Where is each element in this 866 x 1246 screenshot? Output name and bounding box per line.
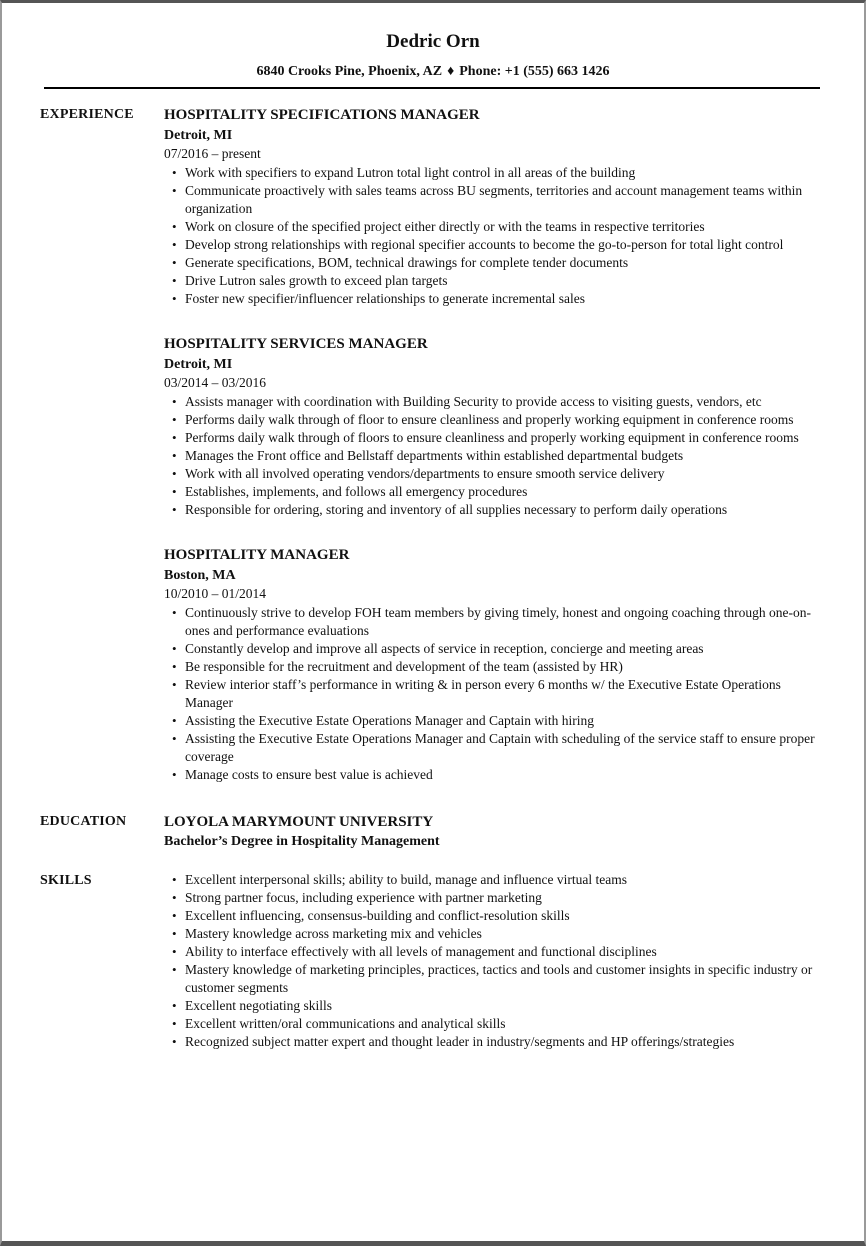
bullet-item: • Generate specifications, BOM, technical drawings for complete tender documents: [164, 254, 818, 272]
experience-content: [164, 105, 818, 784]
skill-item: • Excellent written/oral communications and analytical skills: [164, 1015, 818, 1033]
job-entry: [164, 334, 818, 519]
bullet-item: • Work on closure of the specified project either directly or with the teams in respective territories: [164, 218, 818, 236]
contact-phone: Phone: +1 (555) 663 1426: [459, 64, 610, 79]
skills-content: [164, 871, 818, 1051]
bullet-item: • Work with specifiers to expand Lutron total light control in all areas of the building: [164, 164, 818, 182]
skill-item: • Mastery knowledge across marketing mix and vehicles: [164, 925, 818, 943]
bullet-item: • Communicate proactively with sales teams across BU segments, territories and account management teams within organization: [164, 182, 818, 218]
bullet-item: • Constantly develop and improve all aspects of service in reception, concierge and meeting areas: [164, 640, 818, 658]
section-experience: [40, 105, 818, 784]
job-dates: 03/2014 – 03/2016: [164, 375, 267, 390]
skill-item: • Excellent interpersonal skills; ability to build, manage and influence virtual teams: [164, 871, 818, 889]
section-label-education: EDUCATION: [40, 814, 127, 829]
job-bullets: [164, 393, 818, 519]
bullet-item: • Continuously strive to develop FOH team members by giving timely, honest and ongoing coaching through one-on-ones and performance evaluations: [164, 604, 818, 640]
job-bullets: [164, 604, 818, 784]
bullet-item: • Assists manager with coordination with Building Security to provide access to visiting guests, vendors, etc: [164, 393, 818, 411]
bullet-item: • Performs daily walk through of floors to ensure cleanliness and properly working equipment in conference rooms: [164, 429, 818, 447]
contact-address: 6840 Crooks Pine, Phoenix, AZ: [256, 64, 443, 79]
section-skills: [40, 871, 818, 1051]
bullet-item: • Manage costs to ensure best value is achieved: [164, 766, 818, 784]
bullet-item: • Responsible for ordering, storing and inventory of all supplies necessary to perform daily operations: [164, 501, 818, 519]
school-name: LOYOLA MARYMOUNT UNIVERSITY: [164, 814, 434, 830]
skill-item: • Recognized subject matter expert and thought leader in industry/segments and HP offerings/strategies: [164, 1033, 818, 1051]
contact-line: [2, 63, 864, 80]
job-dates: 10/2010 – 01/2014: [164, 586, 267, 601]
candidate-name: Dedric Orn: [386, 31, 480, 52]
job-dates: 07/2016 – present: [164, 146, 261, 161]
skills-list: [164, 871, 818, 1051]
bullet-item: • Assisting the Executive Estate Operations Manager and Captain with scheduling of the service staff to ensure proper coverage: [164, 730, 818, 766]
job-bullets: [164, 164, 818, 308]
section-label-skills: SKILLS: [40, 873, 92, 888]
job-location: Detroit, MI: [164, 128, 233, 143]
section-education: [40, 812, 818, 851]
resume-body: [40, 105, 818, 1051]
job-entry: [164, 105, 818, 308]
degree-name: Bachelor’s Degree in Hospitality Management: [164, 834, 440, 849]
diamond-icon: ♦: [447, 64, 455, 79]
job-location: Detroit, MI: [164, 357, 233, 372]
bullet-item: • Establishes, implements, and follows all emergency procedures: [164, 483, 818, 501]
bullet-item: • Drive Lutron sales growth to exceed plan targets: [164, 272, 818, 290]
skill-item: • Strong partner focus, including experience with partner marketing: [164, 889, 818, 907]
bullet-item: • Foster new specifier/influencer relationships to generate incremental sales: [164, 290, 818, 308]
bullet-item: • Work with all involved operating vendors/departments to ensure smooth service delivery: [164, 465, 818, 483]
job-entry: [164, 545, 818, 784]
job-title: HOSPITALITY SERVICES MANAGER: [164, 336, 428, 352]
education-content: [164, 812, 818, 851]
job-title: HOSPITALITY SPECIFICATIONS MANAGER: [164, 107, 480, 123]
bullet-item: • Assisting the Executive Estate Operations Manager and Captain with hiring: [164, 712, 818, 730]
bullet-item: • Be responsible for the recruitment and development of the team (assisted by HR): [164, 658, 818, 676]
bullet-item: • Manages the Front office and Bellstaff departments within established departmental budgets: [164, 447, 818, 465]
header-divider: [44, 87, 820, 89]
bullet-item: • Performs daily walk through of floor to ensure cleanliness and properly working equipment in conference rooms: [164, 411, 818, 429]
skill-item: • Mastery knowledge of marketing principles, practices, tactics and tools and customer insights in specific industry or customer segments: [164, 961, 818, 997]
section-label-experience: EXPERIENCE: [40, 107, 134, 122]
resume-header: [2, 30, 864, 89]
skill-item: • Excellent influencing, consensus-building and conflict-resolution skills: [164, 907, 818, 925]
bullet-item: • Develop strong relationships with regional specifier accounts to become the go-to-person for total light control: [164, 236, 818, 254]
job-location: Boston, MA: [164, 568, 236, 583]
job-title: HOSPITALITY MANAGER: [164, 547, 350, 563]
skill-item: • Ability to interface effectively with all levels of management and functional disciplines: [164, 943, 818, 961]
bullet-item: • Review interior staff’s performance in writing & in person every 6 months w/ the Executive Estate Operations Manager: [164, 676, 818, 712]
skill-item: • Excellent negotiating skills: [164, 997, 818, 1015]
